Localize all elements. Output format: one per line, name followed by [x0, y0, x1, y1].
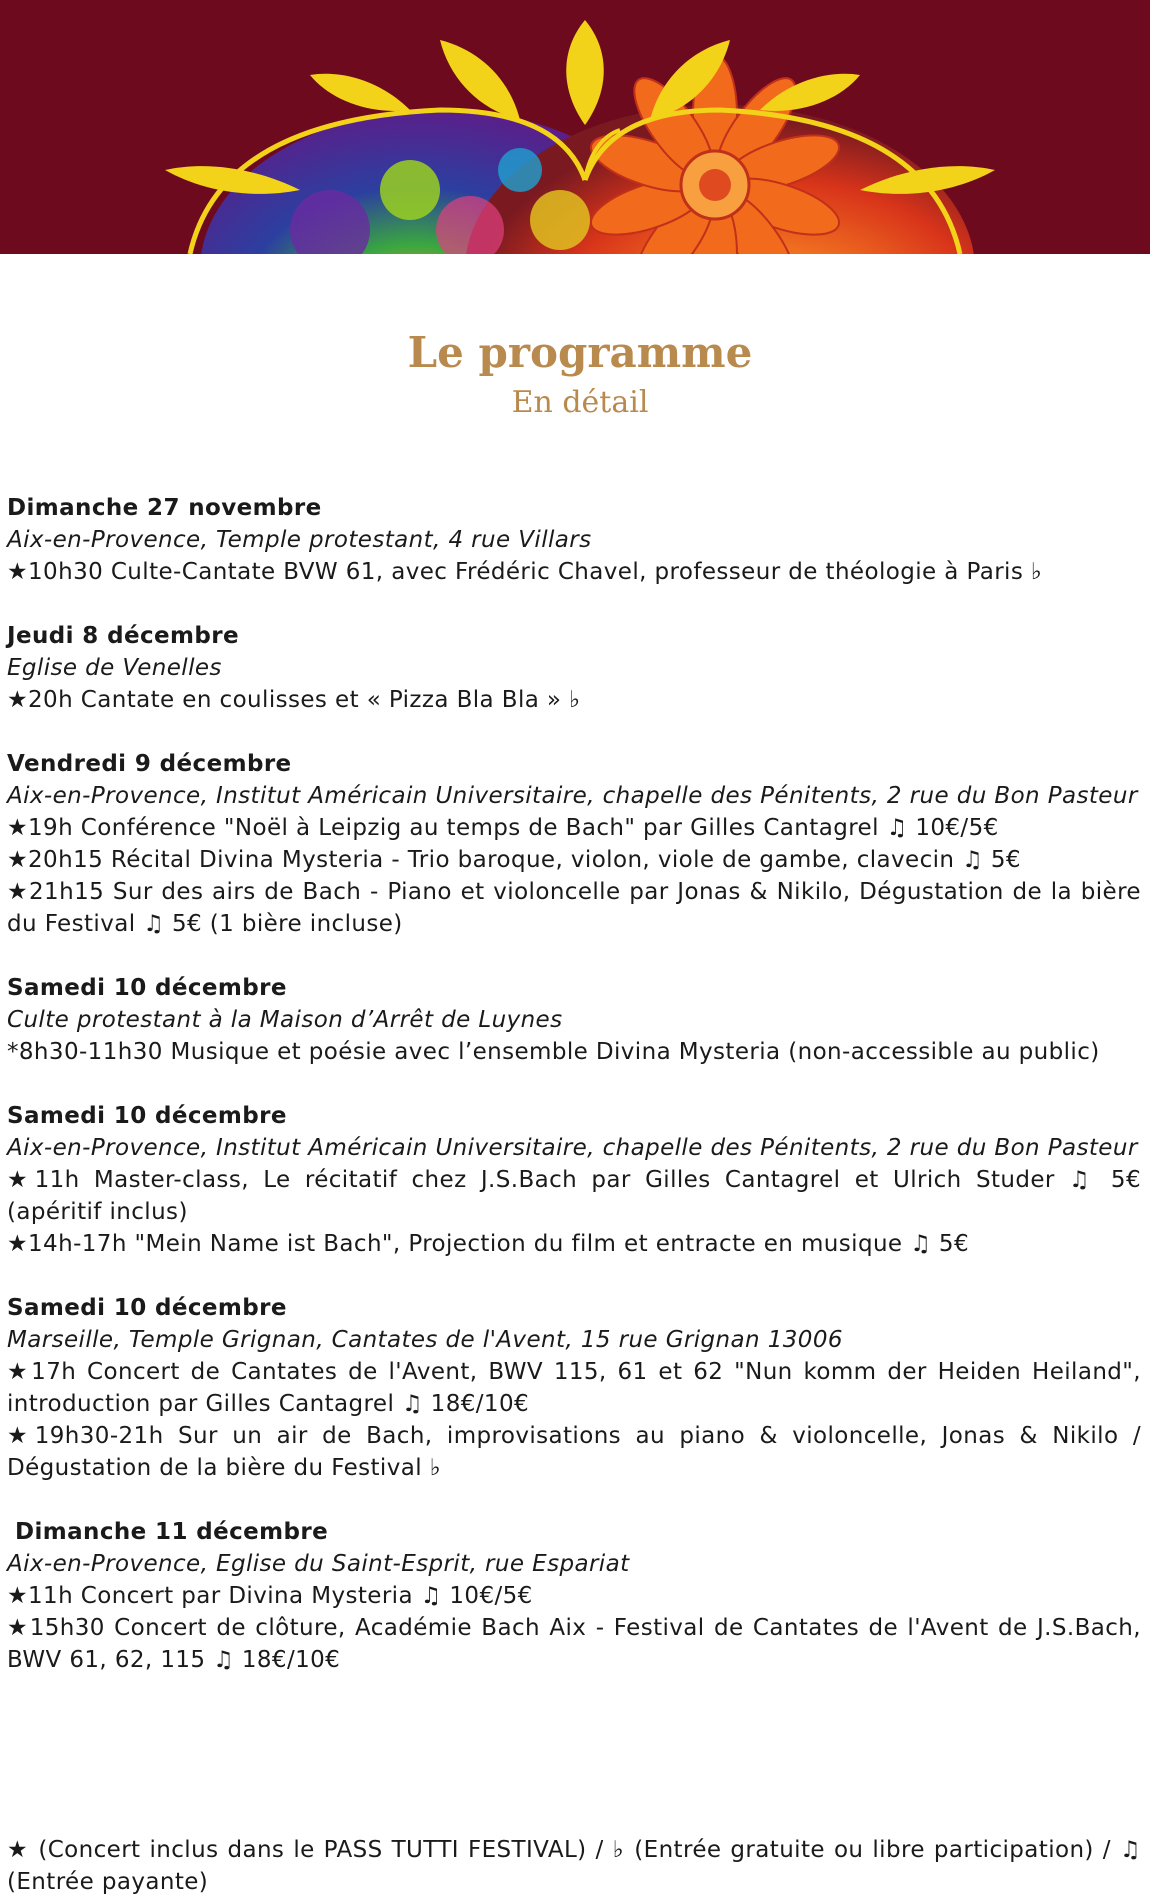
- event-line: ★11h Concert par Divina Mysteria ♫ 10€/5€: [7, 1583, 533, 1609]
- day-section: [7, 972, 1141, 1068]
- day-section: [7, 748, 1141, 940]
- day-section: [7, 620, 1141, 716]
- event-line: ★11h Master-class, Le récitatif chez J.S.Bach par Gilles Cantagrel et Ulrich Studer ♫ 5€ (apéritif inclus): [7, 1167, 1141, 1225]
- event-line: ★21h15 Sur des airs de Bach - Piano et violoncelle par Jonas & Nikilo, Dégustation de la bière du Festival ♫ 5€ (1 bière incluse): [7, 879, 1141, 937]
- day-section: [7, 1292, 1141, 1484]
- programme-list: [7, 492, 1141, 1708]
- title-block: [0, 325, 1150, 425]
- event-line: ★14h-17h "Mein Name ist Bach", Projection du film et entracte en musique ♫ 5€: [7, 1231, 969, 1257]
- day-date: Samedi 10 décembre: [7, 975, 287, 1001]
- symbol-legend: ★ (Concert inclus dans le PASS TUTTI FESTIVAL) / ♭ (Entrée gratuite ou libre participation) / ♫ (Entrée payante): [7, 1837, 1141, 1895]
- day-date: Jeudi 8 décembre: [7, 623, 239, 649]
- day-venue: Aix-en-Provence, Eglise du Saint-Esprit, rue Espariat: [7, 1551, 630, 1577]
- day-venue: Aix-en-Provence, Institut Américain Universitaire, chapelle des Pénitents, 2 rue du Bon Pasteur: [7, 1135, 1138, 1161]
- day-section: [7, 492, 1141, 588]
- event-line: ★17h Concert de Cantates de l'Avent, BWV 115, 61 et 62 "Nun komm der Heiden Heiland", introduction par Gilles Cantagrel ♫ 18€/10€: [7, 1359, 1141, 1417]
- event-line: ★20h15 Récital Divina Mysteria - Trio baroque, violon, viole de gambe, clavecin ♫ 5€: [7, 847, 1021, 873]
- day-date: Samedi 10 décembre: [7, 1103, 287, 1129]
- day-date: Vendredi 9 décembre: [7, 751, 292, 777]
- page-subtitle: En détail: [511, 385, 649, 420]
- day-section: [7, 1100, 1141, 1260]
- floral-ornament-image: [0, 0, 1150, 254]
- day-venue: Aix-en-Provence, Temple protestant, 4 rue Villars: [7, 527, 592, 553]
- event-line: ★19h Conférence "Noël à Leipzig au temps de Bach" par Gilles Cantagrel ♫ 10€/5€: [7, 815, 999, 841]
- page-title: Le programme: [407, 328, 753, 377]
- day-section: [7, 1516, 1141, 1676]
- day-date: Samedi 10 décembre: [7, 1295, 287, 1321]
- header-banner: [0, 0, 1150, 254]
- event-line: ★19h30-21h Sur un air de Bach, improvisations au piano & violoncelle, Jonas & Nikilo / Dégustation de la bière du Festival ♭: [7, 1423, 1141, 1481]
- event-line: ★20h Cantate en coulisses et « Pizza Bla Bla » ♭: [7, 687, 581, 713]
- day-venue: Eglise de Venelles: [7, 655, 222, 681]
- day-date: Dimanche 11 décembre: [15, 1519, 329, 1545]
- event-line: ★15h30 Concert de clôture, Académie Bach Aix - Festival de Cantates de l'Avent de J.S.Bach, BWV 61, 62, 115 ♫ 18€/10€: [7, 1615, 1141, 1673]
- day-venue: Aix-en-Provence, Institut Américain Universitaire, chapelle des Pénitents, 2 rue du Bon Pasteur: [7, 783, 1138, 809]
- event-line: ★10h30 Culte-Cantate BVW 61, avec Frédéric Chavel, professeur de théologie à Paris ♭: [7, 559, 1043, 585]
- event-line: *8h30-11h30 Musique et poésie avec l’ensemble Divina Mysteria (non-accessible au public): [7, 1039, 1100, 1065]
- day-date: Dimanche 27 novembre: [7, 495, 322, 521]
- day-venue: Marseille, Temple Grignan, Cantates de l'Avent, 15 rue Grignan 13006: [7, 1327, 843, 1353]
- day-venue: Culte protestant à la Maison d’Arrêt de Luynes: [7, 1007, 563, 1033]
